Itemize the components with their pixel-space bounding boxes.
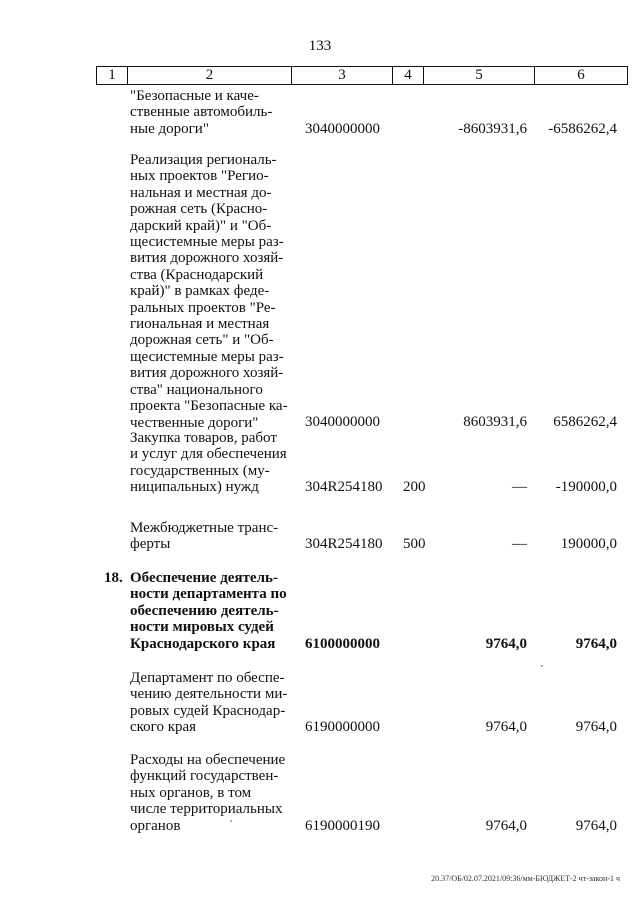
row-name-line: вития дорожного хозяй- — [130, 365, 284, 382]
row-name — [130, 88, 292, 137]
amount-col5: — — [512, 479, 527, 496]
row-name-line: рожная сеть (Красно- — [130, 201, 268, 218]
amount-col6: 9764,0 — [575, 635, 617, 652]
column-header: 5 — [424, 67, 535, 85]
amount-col5: 9764,0 — [485, 719, 527, 736]
row-name-line: Обеспечение деятель- — [130, 570, 278, 586]
row-name-line: Краснодарского края — [130, 635, 276, 652]
row-name-line: ральных проектов "Ре- — [130, 299, 276, 316]
document-footer: 20.37/ОБ/02.07.2021/09:36/мм-БЮДЖЕТ-2 чт-закон-1 ч — [431, 874, 620, 883]
target-article-code: 304R254180 — [305, 536, 383, 553]
column-header-row — [96, 66, 628, 85]
amount-col5: 8603931,6 — [463, 414, 527, 431]
target-article-code: 304R254180 — [305, 479, 383, 496]
amount-col6: -190000,0 — [555, 479, 617, 496]
row-name-line: и услуг для обеспечения — [130, 446, 287, 463]
row-name-line: "Безопасные и каче- — [130, 88, 259, 104]
row-name-line: щесистемные меры раз- — [130, 234, 284, 251]
scan-speck — [541, 665, 543, 667]
amount-col5: — — [512, 536, 527, 553]
page-number: 133 — [308, 38, 332, 54]
column-header: 2 — [128, 67, 292, 85]
row-name-line: нальная и местная до- — [130, 184, 272, 201]
row-name-line: органов — [130, 817, 181, 834]
row-name-line: ского края — [130, 719, 197, 736]
row-name-line: ности мировых судей — [130, 619, 274, 636]
target-article-code: 6100000000 — [305, 635, 380, 652]
scan-speck — [230, 820, 232, 822]
row-name-line: чественные дороги" — [130, 414, 259, 431]
row-name-line: ные дороги" — [130, 120, 209, 137]
row-name-line: край)" в рамках феде- — [130, 283, 270, 300]
row-name-line: ровых судей Краснодар- — [130, 702, 286, 719]
row-name-line: гиональная и местная — [130, 316, 270, 333]
row-name-line: ниципальных) нужд — [130, 479, 259, 496]
row-name — [130, 752, 292, 834]
amount-col6: 9764,0 — [575, 719, 617, 736]
row-name-line: ных проектов "Регио- — [130, 168, 269, 185]
row-name-line: Реализация региональ- — [130, 152, 277, 168]
column-header: 3 — [292, 67, 393, 85]
amount-col6: 190000,0 — [560, 536, 617, 553]
row-name-line: ственные автомобиль- — [130, 104, 273, 121]
row-name — [130, 430, 292, 496]
row-name-line: дорожная сеть" и "Об- — [130, 332, 274, 349]
row-name-line: Межбюджетные транс- — [130, 520, 279, 536]
amount-col6: 9764,0 — [575, 817, 617, 834]
row-name — [130, 152, 292, 431]
row-name-line: дарский край)" и "Об- — [130, 217, 272, 234]
expense-type-code: 200 — [403, 479, 426, 496]
amount-col5: -8603931,6 — [458, 120, 527, 137]
amount-col6: -6586262,4 — [548, 120, 617, 137]
amount-col5: 9764,0 — [485, 817, 527, 834]
row-name-line: ферты — [130, 536, 171, 553]
target-article-code: 3040000000 — [305, 414, 380, 431]
row-name-line: обеспечению деятель- — [130, 602, 279, 619]
amount-col5: 9764,0 — [485, 635, 527, 652]
row-number: 18. — [104, 570, 123, 586]
column-header: 1 — [97, 67, 128, 85]
amount-col6: 6586262,4 — [553, 414, 617, 431]
row-name — [130, 670, 292, 736]
row-name-line: ства" национального — [130, 381, 263, 398]
target-article-code: 6190000190 — [305, 817, 380, 834]
row-name-line: чению деятельности ми- — [130, 686, 288, 703]
row-name-line: Расходы на обеспечение — [130, 752, 286, 768]
row-name-line: проекта "Безопасные ка- — [130, 398, 288, 415]
target-article-code: 3040000000 — [305, 120, 380, 137]
column-header: 4 — [393, 67, 424, 85]
target-article-code: 6190000000 — [305, 719, 380, 736]
row-name-line: вития дорожного хозяй- — [130, 250, 284, 267]
row-name-line: Закупка товаров, работ — [130, 430, 277, 446]
row-name-line: Департамент по обеспе- — [130, 670, 285, 686]
expense-type-code: 500 — [403, 536, 426, 553]
row-name-line: ности департамента по — [130, 586, 287, 603]
row-name-line: числе территориальных — [130, 801, 283, 818]
row-name-line: щесистемные меры раз- — [130, 348, 284, 365]
row-name — [130, 520, 292, 553]
row-name-line: ных органов, в том — [130, 784, 252, 801]
column-header: 6 — [535, 67, 628, 85]
row-name — [130, 570, 292, 652]
row-name-line: ства (Краснодарский — [130, 266, 264, 283]
row-name-line: функций государствен- — [130, 768, 279, 785]
row-name-line: государственных (му- — [130, 462, 270, 479]
